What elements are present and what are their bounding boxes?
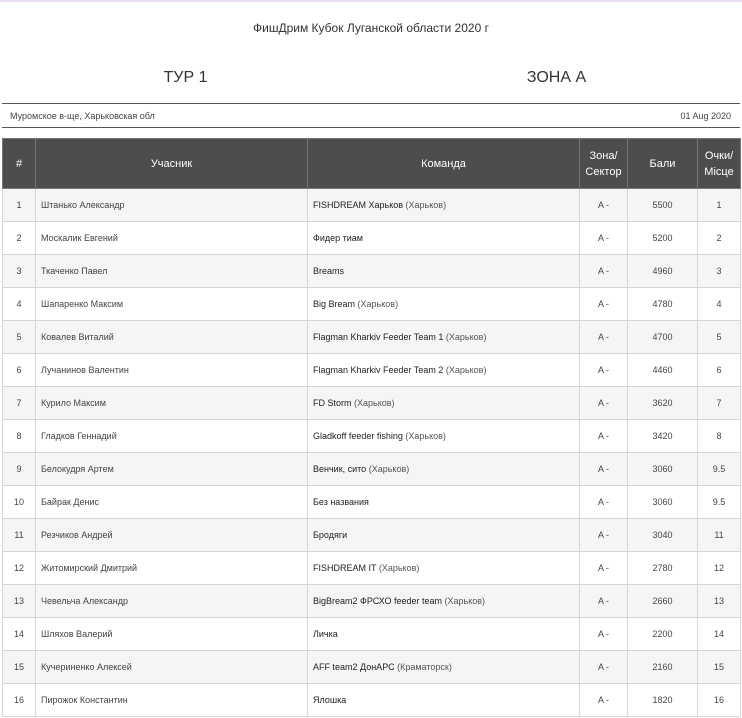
zone-sector: A - [580, 288, 628, 321]
row-number: 4 [3, 288, 36, 321]
team-city: (Харьков) [354, 398, 395, 408]
tour-heading: ТУР 1 [163, 69, 208, 86]
zone-sector: A - [580, 420, 628, 453]
team-city: (Харьков) [444, 596, 486, 606]
row-number: 10 [3, 486, 36, 519]
team-name: Ялошка [313, 695, 347, 705]
table-row [3, 288, 741, 321]
team-cell [308, 387, 580, 420]
zone-header-line2: Сектор [585, 165, 622, 178]
team-city: (Харьков) [405, 200, 447, 210]
team-cell [308, 222, 580, 255]
team-name: AFF team2 ДонАРС [313, 662, 395, 672]
zone-heading: ЗОНА А [526, 69, 587, 86]
team-cell [308, 321, 580, 354]
team-cell [308, 354, 580, 387]
table-row [3, 189, 741, 222]
participant-name: Курило Максим [36, 387, 308, 420]
table-row [3, 585, 741, 618]
points-value: 4960 [628, 255, 698, 288]
team-cell [308, 684, 580, 717]
table-header-row [3, 139, 741, 189]
event-title: ФишДрим Кубок Луганской области 2020 г [253, 21, 489, 35]
place-value: 14 [698, 618, 741, 651]
participant-name: Штанько Александр [36, 189, 308, 222]
results-table [2, 138, 741, 717]
participant-name: Байрак Денис [36, 486, 308, 519]
table-row [3, 618, 741, 651]
points-value: 2160 [628, 651, 698, 684]
table-row [3, 552, 741, 585]
team-name: Breams [313, 266, 345, 276]
team-cell [308, 255, 580, 288]
table-row [3, 486, 741, 519]
points-value: 4700 [628, 321, 698, 354]
team-city: (Харьков) [378, 563, 420, 573]
row-number: 7 [3, 387, 36, 420]
column-header-team: Команда [308, 139, 580, 189]
team-city: (Харьков) [445, 365, 487, 375]
team-name: Венчик, сито [313, 464, 367, 474]
table-row [3, 684, 741, 717]
zone-sector: A - [580, 354, 628, 387]
place-value: 9.5 [698, 453, 741, 486]
column-header-place [698, 139, 741, 189]
points-value: 4460 [628, 354, 698, 387]
team-city: (Харьков) [445, 332, 487, 342]
zone-sector: A - [580, 321, 628, 354]
table-row [3, 420, 741, 453]
zone-sector: A - [580, 585, 628, 618]
team-name: Бродяги [313, 530, 348, 540]
column-header-zone [580, 139, 628, 189]
participant-name: Лучанинов Валентин [36, 354, 308, 387]
team-name: Big Bream [313, 299, 356, 309]
points-value: 3420 [628, 420, 698, 453]
place-value: 11 [698, 519, 741, 552]
zone-sector: A - [580, 255, 628, 288]
participant-name: Шляхов Валерий [36, 618, 308, 651]
points-value: 2200 [628, 618, 698, 651]
participant-name: Ковалев Виталий [36, 321, 308, 354]
row-number: 15 [3, 651, 36, 684]
row-number: 12 [3, 552, 36, 585]
venue-location: Муромское в-ще, Харьковская обл [10, 111, 155, 121]
team-name: Фидер тиам [313, 233, 363, 243]
points-value: 4780 [628, 288, 698, 321]
participant-name: Ткаченко Павел [36, 255, 308, 288]
row-number: 14 [3, 618, 36, 651]
participant-name: Кучериненко Алексей [36, 651, 308, 684]
team-city: (Харьков) [357, 299, 399, 309]
place-value: 8 [698, 420, 741, 453]
row-number: 5 [3, 321, 36, 354]
participant-name: Шапаренко Максим [36, 288, 308, 321]
table-row [3, 387, 741, 420]
team-cell [308, 618, 580, 651]
team-cell [308, 420, 580, 453]
place-value: 5 [698, 321, 741, 354]
row-number: 13 [3, 585, 36, 618]
place-value: 16 [698, 684, 741, 717]
zone-sector: A - [580, 486, 628, 519]
zone-sector: A - [580, 651, 628, 684]
points-value: 1820 [628, 684, 698, 717]
points-value: 2660 [628, 585, 698, 618]
team-city: (Краматорск) [397, 662, 452, 672]
team-name: Личка [313, 629, 338, 639]
table-row [3, 321, 741, 354]
place-value: 1 [698, 189, 741, 222]
points-value: 3040 [628, 519, 698, 552]
table-row [3, 354, 741, 387]
zone-header-line1: Зона/ [589, 149, 618, 162]
team-name: Flagman Kharkiv Feeder Team 2 [313, 365, 444, 375]
row-number: 3 [3, 255, 36, 288]
row-number: 1 [3, 189, 36, 222]
points-value: 2780 [628, 552, 698, 585]
team-name: Gladkoff feeder fishing [313, 431, 403, 441]
points-value: 3060 [628, 486, 698, 519]
place-value: 12 [698, 552, 741, 585]
table-row [3, 222, 741, 255]
column-header-participant: Учасник [36, 139, 308, 189]
event-date: 01 Aug 2020 [680, 111, 731, 121]
participant-name: Житомирский Дмитрий [36, 552, 308, 585]
column-header-points: Бали [628, 139, 698, 189]
points-value: 3060 [628, 453, 698, 486]
place-value: 9.5 [698, 486, 741, 519]
zone-sector: A - [580, 684, 628, 717]
team-name: FISHDREAM Харьков [313, 200, 404, 210]
team-cell [308, 651, 580, 684]
team-cell [308, 189, 580, 222]
team-city: (Харьков) [405, 431, 446, 441]
zone-sector: A - [580, 453, 628, 486]
table-row [3, 453, 741, 486]
column-header-num: # [3, 139, 36, 189]
place-header-line2: Місце [704, 165, 734, 178]
zone-sector: A - [580, 222, 628, 255]
participant-name: Резчиков Андрей [36, 519, 308, 552]
team-cell [308, 552, 580, 585]
points-value: 5200 [628, 222, 698, 255]
place-value: 7 [698, 387, 741, 420]
team-name: FISHDREAM IT [313, 563, 377, 573]
zone-sector: A - [580, 618, 628, 651]
team-name: FD Storm [313, 398, 352, 408]
participant-name: Пирожок Константин [36, 684, 308, 717]
points-value: 3620 [628, 387, 698, 420]
place-value: 3 [698, 255, 741, 288]
team-cell [308, 453, 580, 486]
place-header-line1: Очки/ [704, 149, 734, 162]
place-value: 6 [698, 354, 741, 387]
team-name: Flagman Kharkiv Feeder Team 1 [313, 332, 444, 342]
points-value: 5500 [628, 189, 698, 222]
row-number: 2 [3, 222, 36, 255]
participant-name: Москалик Евгений [36, 222, 308, 255]
results-body [3, 189, 741, 717]
place-value: 4 [698, 288, 741, 321]
row-number: 6 [3, 354, 36, 387]
zone-sector: A - [580, 552, 628, 585]
zone-sector: A - [580, 189, 628, 222]
top-divider [0, 0, 742, 2]
participant-name: Гладков Геннадий [36, 420, 308, 453]
zone-sector: A - [580, 519, 628, 552]
team-cell [308, 585, 580, 618]
row-number: 16 [3, 684, 36, 717]
row-number: 11 [3, 519, 36, 552]
team-name: Без названия [313, 497, 369, 507]
team-name: BigBream2 ФРСХО feeder team [313, 596, 442, 606]
team-cell [308, 486, 580, 519]
participant-name: Белокудря Артем [36, 453, 308, 486]
place-value: 2 [698, 222, 741, 255]
participant-name: Чевельча Александр [36, 585, 308, 618]
team-cell [308, 519, 580, 552]
info-bar [2, 103, 740, 128]
table-row [3, 651, 741, 684]
row-number: 9 [3, 453, 36, 486]
place-value: 13 [698, 585, 741, 618]
table-row [3, 255, 741, 288]
table-row [3, 519, 741, 552]
row-number: 8 [3, 420, 36, 453]
zone-sector: A - [580, 387, 628, 420]
team-cell [308, 288, 580, 321]
team-city: (Харьков) [368, 464, 410, 474]
place-value: 15 [698, 651, 741, 684]
